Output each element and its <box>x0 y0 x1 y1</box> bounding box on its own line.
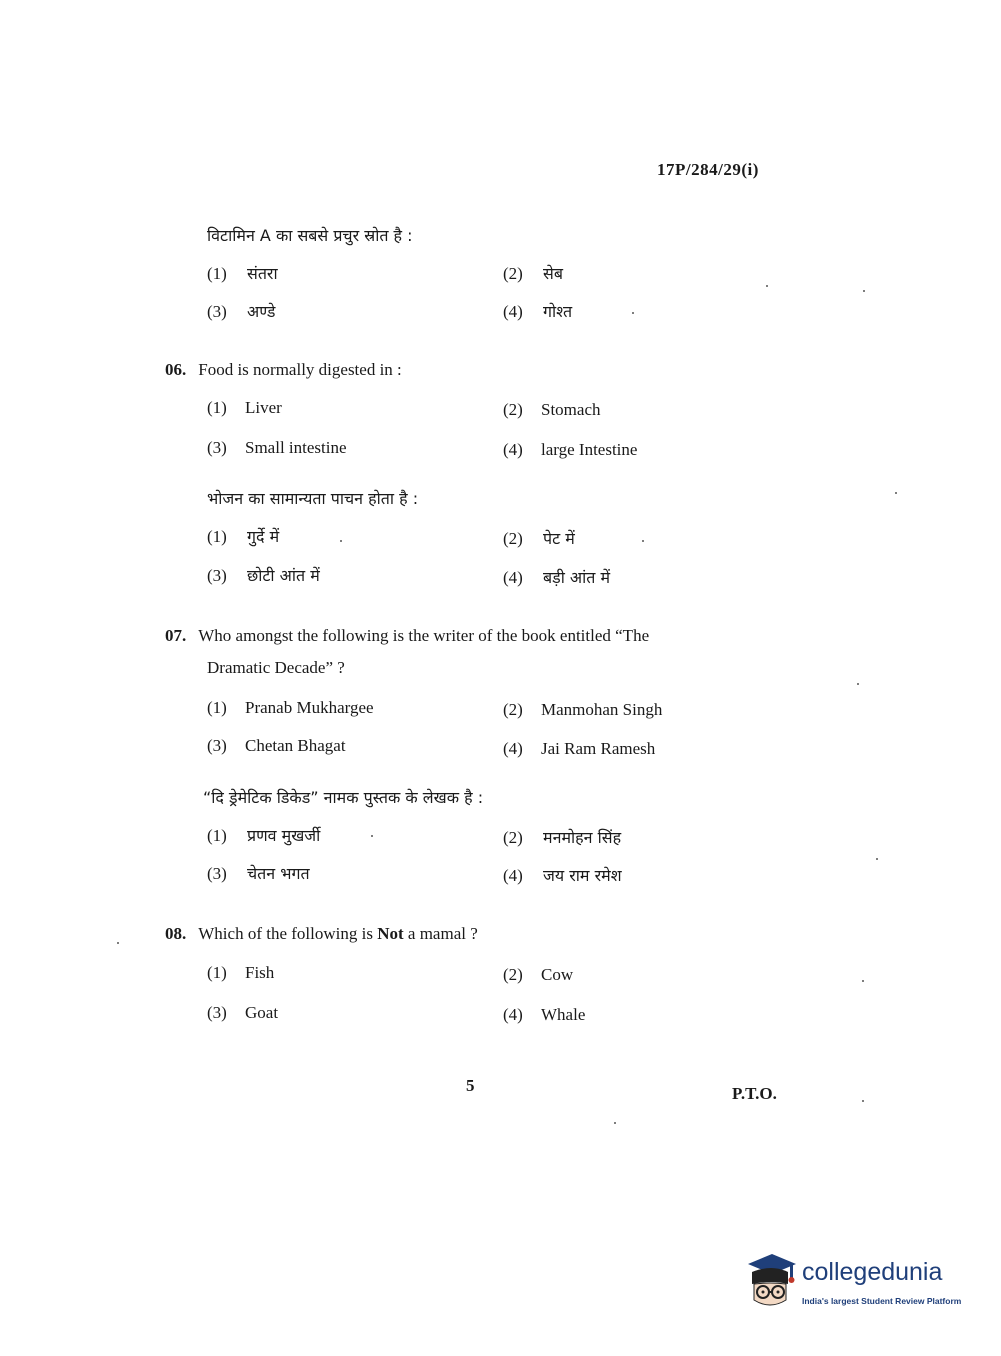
question-text: Which of the following is Not a mamal ? <box>198 924 478 943</box>
question-number: 06. <box>165 360 187 379</box>
scan-speck <box>895 492 897 494</box>
q08-option-2: (2) Cow <box>503 965 574 984</box>
question-07 <box>165 626 649 646</box>
logo-wordmark: collegedunia <box>802 1258 943 1286</box>
hindi-option-4: (4) गोश्त <box>503 302 573 321</box>
question-text-line2: Dramatic Decade” ? <box>207 658 345 677</box>
mascot-icon <box>742 1250 800 1314</box>
scan-speck <box>632 312 634 314</box>
scan-speck <box>340 540 342 542</box>
q07-hindi-option-4: (4) जय राम रमेश <box>503 866 622 885</box>
q07-option-3: (3) Chetan Bhagat <box>207 736 346 755</box>
logo-tagline: India's largest Student Review Platform <box>802 1296 962 1306</box>
q07-option-4: (4) Jai Ram Ramesh <box>503 739 656 758</box>
q06-hindi-option-3: (3) छोटी आंत में <box>207 566 320 585</box>
q08-option-3: (3) Goat <box>207 1003 279 1022</box>
scan-speck <box>614 1122 616 1124</box>
q06-hindi-option-1: (1) गुर्दे में <box>207 527 280 546</box>
paper-code: 17P/284/29(i) <box>657 160 759 179</box>
q06-option-4: (4) large Intestine <box>503 440 638 459</box>
q07-hindi-option-2: (2) मनमोहन सिंह <box>503 828 622 847</box>
hindi-option-3: (3) अण्डे <box>207 302 276 321</box>
q08-option-4: (4) Whale <box>503 1005 586 1024</box>
hindi-option-1: (1) संतरा <box>207 264 278 283</box>
q06-option-2: (2) Stomach <box>503 400 601 419</box>
q08-option-1: (1) Fish <box>207 963 275 982</box>
q06-hindi-option-2: (2) पेट में <box>503 529 575 548</box>
q07-hindi-option-3: (3) चेतन भगत <box>207 864 310 883</box>
q07-hindi-question: “दि ड्रेमेटिक डिकेड” नामक पुस्तक के लेखक है : <box>203 788 484 807</box>
pto-label: P.T.O. <box>732 1084 777 1103</box>
scan-speck <box>876 858 878 860</box>
scan-speck <box>863 290 865 292</box>
hindi-question-vitamin-a: विटामिन A का सबसे प्रचुर स्रोत है : <box>207 226 413 245</box>
page-number: 5 <box>466 1076 475 1095</box>
scan-speck <box>371 835 373 837</box>
q06-option-3: (3) Small intestine <box>207 438 347 457</box>
hindi-option-2: (2) सेब <box>503 264 563 283</box>
collegedunia-logo[interactable] <box>742 1250 970 1314</box>
q06-option-1: (1) Liver <box>207 398 282 417</box>
question-number: 07. <box>165 626 187 645</box>
question-text: Food is normally digested in : <box>198 360 402 379</box>
q06-hindi-question: भोजन का सामान्यता पाचन होता है : <box>207 489 419 508</box>
q07-hindi-option-1: (1) प्रणव मुखर्जी <box>207 826 321 845</box>
scan-speck <box>862 1100 864 1102</box>
q07-option-1: (1) Pranab Mukhargee <box>207 698 374 717</box>
scan-speck <box>117 942 119 944</box>
q06-hindi-option-4: (4) बड़ी आंत में <box>503 568 611 587</box>
question-08 <box>165 924 478 944</box>
scan-speck <box>642 540 644 542</box>
scan-speck <box>766 285 768 287</box>
scan-speck <box>857 683 859 685</box>
question-06 <box>165 360 402 380</box>
q07-option-2: (2) Manmohan Singh <box>503 700 663 719</box>
question-text-line1: Who amongst the following is the writer of the book entitled “The <box>198 626 650 645</box>
scan-speck <box>862 980 864 982</box>
question-number: 08. <box>165 924 187 943</box>
